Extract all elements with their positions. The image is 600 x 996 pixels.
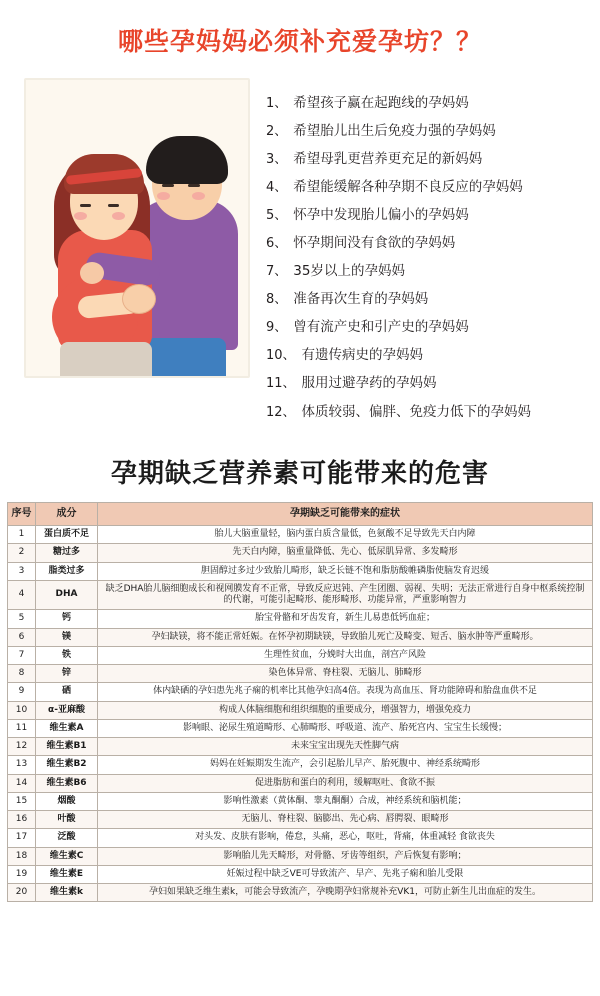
cell-name: 维生素B6 — [36, 774, 98, 792]
cell-no: 7 — [8, 646, 36, 664]
list-item-label: 怀孕期间没有食欲的孕妈妈 — [293, 235, 456, 252]
cell-desc: 胆固醇过多过少致胎儿畸形，缺乏长链不饱和脂肪酸帷磷脂使脑发育迟缓 — [98, 562, 593, 580]
man-hair-shape — [146, 136, 228, 184]
table-row — [8, 610, 593, 628]
cell-desc: 孕妇如果缺乏维生素k，可能会导致流产，孕晚期孕妇常规补充VK1，可防止新生儿出血症的发生。 — [98, 884, 593, 902]
cell-name: 维生素B1 — [36, 738, 98, 756]
list-item-label: 准备再次生育的孕妈妈 — [293, 291, 429, 308]
cell-no: 10 — [8, 701, 36, 719]
table-row — [8, 865, 593, 883]
table-row — [8, 811, 593, 829]
man-right-cheek-shape — [192, 192, 205, 200]
list-item — [266, 374, 582, 393]
table-row — [8, 829, 593, 847]
list-item-number: 2、 — [266, 124, 288, 140]
cell-no: 11 — [8, 719, 36, 737]
cell-no: 5 — [8, 610, 36, 628]
list-item-number: 8、 — [266, 292, 288, 308]
cell-desc: 无脑儿、脊柱裂、脑膨出、先心病、唇腭裂、眼畸形 — [98, 811, 593, 829]
table-row — [8, 701, 593, 719]
table-row — [8, 792, 593, 810]
cell-desc: 对头发、皮肤有影响，倦怠，头痛，恶心，呕吐，背痛，体重减轻 食欲丧失 — [98, 829, 593, 847]
man-legs-shape — [146, 338, 226, 378]
list-item-label: 怀孕中发现胎儿偏小的孕妈妈 — [293, 207, 469, 224]
cell-no: 9 — [8, 683, 36, 701]
woman-left-eye-shape — [80, 204, 91, 207]
cell-name: 维生素C — [36, 847, 98, 865]
list-item-label: 希望能缓解各种孕期不良反应的孕妈妈 — [293, 179, 523, 196]
table-row — [8, 665, 593, 683]
cell-desc: 生理性贫血，分娩时大出血，剖宫产风险 — [98, 646, 593, 664]
list-item-label: 有遗传病史的孕妈妈 — [301, 347, 424, 364]
man-left-cheek-shape — [157, 192, 170, 200]
cell-no: 8 — [8, 665, 36, 683]
cell-no: 15 — [8, 792, 36, 810]
upper-section — [0, 64, 600, 431]
list-item-number: 1、 — [266, 96, 288, 111]
cell-no: 13 — [8, 756, 36, 774]
table-row — [8, 756, 593, 774]
list-item-label: 35岁以上的孕妈妈 — [293, 263, 405, 280]
cell-name: DHA — [36, 580, 98, 610]
pregnant-couple-illustration — [24, 78, 250, 378]
column-header-name: 成分 — [36, 502, 98, 526]
cell-desc: 缺乏DHA胎儿脑细胞成长和视网膜发育不正常，导致反应迟钝、产生团圈、弱视、失明；无法正常进行自身中枢系统控制的代谢，可能引起畸形、能形畸形、功能异常，严重影响智力 — [98, 580, 593, 610]
table-row — [8, 628, 593, 646]
list-item-number: 6、 — [266, 236, 288, 252]
list-item-label: 体质较弱、偏胖、免疫力低下的孕妈妈 — [301, 403, 532, 420]
cell-name: 维生素E — [36, 865, 98, 883]
table-body — [8, 526, 593, 902]
table-row — [8, 774, 593, 792]
cell-name: 脂类过多 — [36, 562, 98, 580]
cell-no: 12 — [8, 738, 36, 756]
list-item-number: 12、 — [266, 404, 296, 420]
cell-desc: 影响性激素（黄体酮、睾丸酮酮）合成，神经系统和脑机能； — [98, 792, 593, 810]
woman-right-cheek-shape — [112, 212, 125, 220]
list-item — [266, 94, 582, 113]
list-item — [266, 346, 582, 365]
list-item-number: 9、 — [266, 320, 288, 336]
list-item — [266, 403, 582, 422]
list-item-number: 11、 — [266, 376, 296, 392]
cell-name: 泛酸 — [36, 829, 98, 847]
woman-left-cheek-shape — [74, 212, 87, 220]
cell-name: 叶酸 — [36, 811, 98, 829]
column-header-desc: 孕期缺乏可能带来的症状 — [98, 502, 593, 526]
man-right-eye-shape — [188, 184, 200, 187]
cell-desc: 影响眼、泌尿生殖道畸形、心肺畸形、呼吸道、流产、胎死宫内、宝宝生长缓慢； — [98, 719, 593, 737]
cell-name: 烟酸 — [36, 792, 98, 810]
list-item — [266, 234, 582, 253]
cell-no: 1 — [8, 526, 36, 544]
cell-name: 铁 — [36, 646, 98, 664]
table-row — [8, 580, 593, 610]
table-row — [8, 562, 593, 580]
cell-name: 维生素k — [36, 884, 98, 902]
list-item-number: 7、 — [266, 264, 288, 280]
section-title-harm: 孕期缺乏营养素可能带来的危害 — [110, 458, 489, 489]
cell-name: 钙 — [36, 610, 98, 628]
cell-no: 6 — [8, 628, 36, 646]
illustration-container — [14, 68, 260, 378]
list-item — [266, 178, 582, 197]
cell-no: 4 — [8, 580, 36, 610]
cell-desc: 未来宝宝出现先天性脚气病 — [98, 738, 593, 756]
cell-desc: 构成人体脑细胞和组织细胞的重要成分，增强智力，增强免疫力 — [98, 701, 593, 719]
cell-no: 20 — [8, 884, 36, 902]
table-row — [8, 884, 593, 902]
reasons-list — [260, 68, 586, 431]
hands-on-belly-shape — [122, 284, 156, 314]
table-row — [8, 738, 593, 756]
cell-desc: 体内缺硒的孕妇患先兆子痫的机率比其他孕妇高4倍。表现为高血压、肾功能障碍和胎盘血供不足 — [98, 683, 593, 701]
table-row — [8, 646, 593, 664]
man-left-eye-shape — [162, 184, 174, 187]
list-item-number: 3、 — [266, 152, 288, 168]
cell-desc: 妊娠过程中缺乏VE可导致流产、早产、先兆子痫和胎儿受限 — [98, 865, 593, 883]
cell-name: 蛋白质不足 — [36, 526, 98, 544]
table-row — [8, 526, 593, 544]
table-row — [8, 544, 593, 562]
list-item-label: 希望孩子赢在起跑线的孕妈妈 — [293, 95, 469, 111]
cell-name: 锌 — [36, 665, 98, 683]
cell-name: 硒 — [36, 683, 98, 701]
list-item-label: 希望胎儿出生后免疫力强的孕妈妈 — [293, 123, 496, 140]
list-item-number: 5、 — [266, 208, 288, 224]
cell-name: 维生素B2 — [36, 756, 98, 774]
cell-desc: 孕妇缺镁，将不能正常妊娠。在怀孕初期缺镁，导致胎儿死亡及畸变、短舌、脑水肿等严重畸形。 — [98, 628, 593, 646]
cell-name: 镁 — [36, 628, 98, 646]
cell-no: 18 — [8, 847, 36, 865]
list-item — [266, 122, 582, 141]
cell-desc: 促进脂肪和蛋白的利用，缓解呕吐、食欲不振 — [98, 774, 593, 792]
table-row — [8, 847, 593, 865]
table-row — [8, 683, 593, 701]
cell-name: 维生素A — [36, 719, 98, 737]
bottom-spacer — [0, 902, 600, 912]
table-header-row — [8, 502, 593, 526]
cell-no: 19 — [8, 865, 36, 883]
list-item-number: 4、 — [266, 180, 288, 196]
list-item-label: 曾有流产史和引产史的孕妈妈 — [293, 319, 469, 336]
column-header-no: 序号 — [8, 502, 36, 526]
list-item — [266, 206, 582, 225]
list-item-label: 希望母乳更营养更充足的新妈妈 — [293, 151, 483, 168]
list-item-label: 服用过避孕药的孕妈妈 — [301, 375, 437, 392]
table-row — [8, 719, 593, 737]
page-title: 哪些孕妈妈必须补充爱孕坊？？ — [117, 27, 482, 56]
list-item — [266, 290, 582, 309]
list-item-number: 10、 — [266, 348, 296, 364]
cell-desc: 先天白内障，脑重量降低、先心、低尿肌异常、多发畸形 — [98, 544, 593, 562]
cell-no: 14 — [8, 774, 36, 792]
cell-no: 17 — [8, 829, 36, 847]
cell-desc: 妈妈在妊娠期发生流产，会引起胎儿早产、胎死腹中、神经系统畸形 — [98, 756, 593, 774]
cell-no: 2 — [8, 544, 36, 562]
cell-no: 3 — [8, 562, 36, 580]
woman-right-eye-shape — [108, 204, 119, 207]
cell-desc: 染色体异常、脊柱裂、无脑儿、肺畸形 — [98, 665, 593, 683]
man-hand-shape — [80, 262, 104, 284]
cell-desc: 胎宝骨骼和牙齿发育，新生儿易患低钙血症； — [98, 610, 593, 628]
list-item — [266, 262, 582, 281]
nutrient-deficiency-table — [7, 502, 593, 903]
woman-skirt-shape — [60, 342, 152, 378]
cell-no: 16 — [8, 811, 36, 829]
cell-desc: 影响胎儿先天畸形，对骨骼、牙齿等组织，产后恢复有影响； — [98, 847, 593, 865]
cell-name: 糖过多 — [36, 544, 98, 562]
cell-desc: 胎儿大脑重量轻，脑内蛋白质含量低，色氨酸不足导致先天白内障 — [98, 526, 593, 544]
cell-name: α-亚麻酸 — [36, 701, 98, 719]
list-item — [266, 318, 582, 337]
list-item — [266, 150, 582, 169]
